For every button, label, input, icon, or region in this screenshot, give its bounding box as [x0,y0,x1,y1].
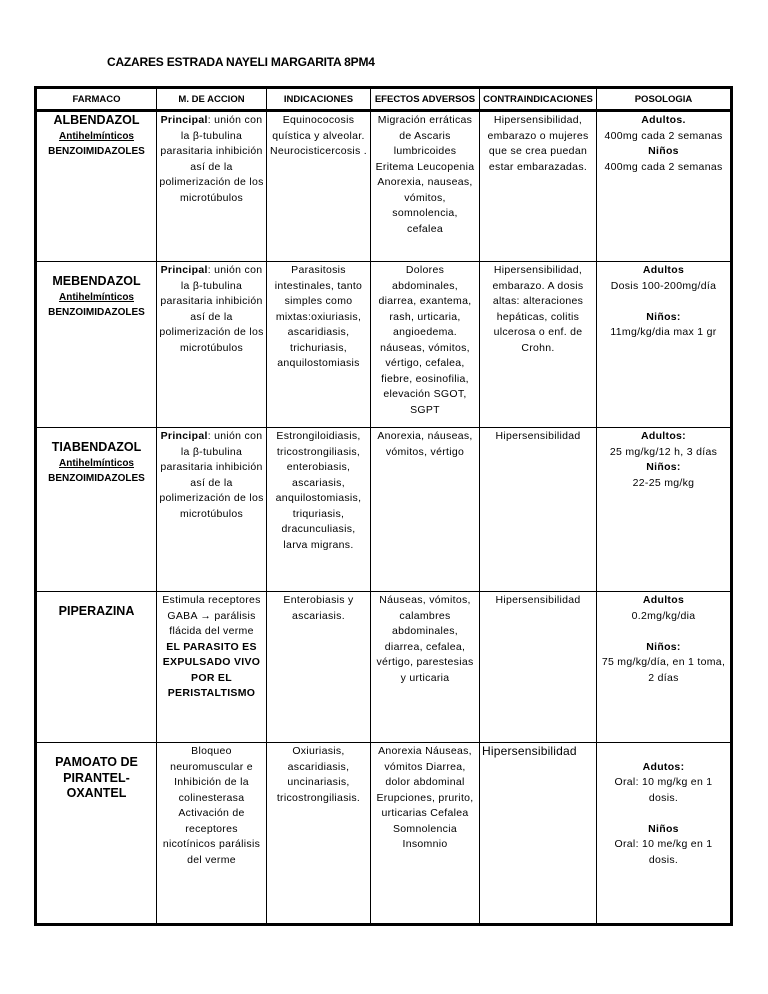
cell-efectos: Náuseas, vómitos, calambres abdominales, diarrea, cefalea, vértigo, parestesias y urticaria [371,592,480,743]
posologia-adult: Dosis 100-200mg/día [610,279,717,292]
cell-contraindicaciones: Hipersensibilidad, embarazo. A dosis altas: alteraciones hepáticas, colitis ulcerosa o enf. de Crohn. [480,262,597,428]
header-row [36,88,732,111]
cell-contraindicaciones: Hipersensibilidad, embarazo o mujeres que se crea puedan estar embarazadas. [480,111,597,262]
cell-farmaco [36,743,157,925]
drug-name: PAMOATO DE PIRANTEL-OXANTEL [55,755,138,800]
posologia-adult-label: Adultos: [641,430,686,442]
cell-farmaco [36,262,157,428]
posologia-adult: 25 mg/kg/12 h, 3 días [609,445,718,458]
header-contraindicaciones: CONTRAINDICACIONES [480,88,597,111]
cell-indicaciones: Oxiuriasis, ascaridiasis, uncinariasis, tricostrongiliasis. [267,743,371,925]
drug-name: PIPERAZINA [58,604,135,618]
cell-accion [157,111,267,262]
cell-indicaciones: Estrongiloidiasis, tricostrongiliasis, enterobiasis, ascariasis, anquilostomiasis, triquriasis, dracunculiasis, larva migrans. [267,428,371,592]
posologia-child: 400mg cada 2 semanas [604,160,723,173]
posologia-child: 75 mg/kg/día, en 1 toma, 2 días [601,656,726,684]
accion-lead: Principal [160,264,208,276]
posologia-child-label: Niños [648,822,679,835]
posologia-adult-label: Adultos [642,594,685,606]
table-row [36,743,732,925]
drug-class: Antihelmínticos [58,130,134,142]
posologia-adult: Oral: 10 mg/kg en 1 dosis. [614,776,713,804]
accion-lead: Principal [160,114,208,126]
header-efectos: EFECTOS ADVERSOS [371,88,480,111]
posologia-child-label: Niños: [646,310,681,323]
accion-text: : unión con la β-tubulina parasitaria inhibición así de la polimerización de los microtúbulos [159,264,264,354]
accion-text: : unión con la β-tubulina parasitaria inhibición así de la polimerización de los microtúbulos [159,114,264,204]
drug-subclass: BENZOIMIDAZOLES [48,146,145,157]
drug-name: TIABENDAZOL [51,440,142,454]
table-row [36,428,732,592]
document-title: CAZARES ESTRADA NAYELI MARGARITA 8PM4 [107,55,375,69]
drug-class: Antihelmínticos [58,457,134,469]
posologia-child: Oral: 10 me/kg en 1 dosis. [614,838,713,866]
posologia-adult: 0.2mg/kg/dia [631,609,696,622]
drug-subclass: BENZOIMIDAZOLES [48,473,145,484]
accion-text: : unión con la β-tubulina parasitaria inhibición así de la polimerización de los microtúbulos [159,430,264,520]
table-row [36,111,732,262]
cell-accion: Bloqueo neuromuscular e Inhibición de la colinesterasa Activación de receptores nicotínicos parálisis del verme [157,743,267,925]
drug-subclass: BENZOIMIDAZOLES [48,307,145,318]
cell-farmaco [36,428,157,592]
cell-accion [157,428,267,592]
posologia-child-label: Niños: [646,640,681,653]
cell-posologia [597,592,732,743]
header-posologia: POSOLOGIA [597,88,732,111]
posologia-child: 11mg/kg/dia max 1 gr [610,326,717,338]
cell-farmaco [36,111,157,262]
cell-accion [157,592,267,743]
posologia-child-label: Niños: [646,461,681,473]
cell-posologia [597,262,732,428]
posologia-adult-label: Adultos. [641,114,686,126]
table-row [36,592,732,743]
drug-class: Antihelmínticos [58,291,134,303]
cell-efectos: Dolores abdominales, diarrea, exantema, rash, urticaria, angioedema. náuseas, vómitos, vértigo, cefalea, fiebre, eosinofilia, elevación SGOT, SGPT [371,262,480,428]
cell-posologia [597,428,732,592]
posologia-adult: 400mg cada 2 semanas [604,129,723,142]
drug-table [34,86,733,926]
drug-name: ALBENDAZOL [53,113,140,127]
cell-efectos: Anorexia Náuseas, vómitos Diarrea, dolor abdominal Erupciones, prurito, urticarias Cefalea Somnolencia Insomnio [371,743,480,925]
cell-contraindicaciones: Hipersensibilidad [480,743,597,925]
posologia-child: 22-25 mg/kg [632,476,695,489]
accion-text: Estimula receptores GABA → parálisis flácida del verme [162,594,261,637]
cell-contraindicaciones: Hipersensibilidad [480,592,597,743]
posologia-adult-label: Adultos [642,264,685,276]
posologia-child-label: Niños [648,145,679,157]
header-accion: M. DE ACCION [157,88,267,111]
header-farmaco: FARMACO [36,88,157,111]
posologia-adult-label: Adutos: [642,760,685,773]
cell-posologia [597,111,732,262]
cell-accion [157,262,267,428]
accion-lead: Principal [160,430,208,442]
cell-contraindicaciones: Hipersensibilidad [480,428,597,592]
cell-indicaciones: Parasitosis intestinales, tanto simples como mixtas:oxiuriasis, ascaridiasis, trichuriasis, anquilostomiasis [267,262,371,428]
accion-note: EL PARASITO ES EXPULSADO VIVO POR EL PERISTALTISMO [162,640,261,699]
table-row [36,262,732,428]
cell-farmaco [36,592,157,743]
cell-efectos: Migración erráticas de Ascaris lumbricoides Eritema Leucopenia Anorexia, nauseas, vómitos, somnolencia, cefalea [371,111,480,262]
cell-indicaciones: Enterobiasis y ascariasis. [267,592,371,743]
header-indicaciones: INDICACIONES [267,88,371,111]
drug-name: MEBENDAZOL [52,274,141,288]
cell-indicaciones: Equinococosis quística y alveolar. Neurocisticercosis . [267,111,371,262]
cell-posologia [597,743,732,925]
cell-efectos: Anorexia, náuseas, vómitos, vértigo [371,428,480,592]
